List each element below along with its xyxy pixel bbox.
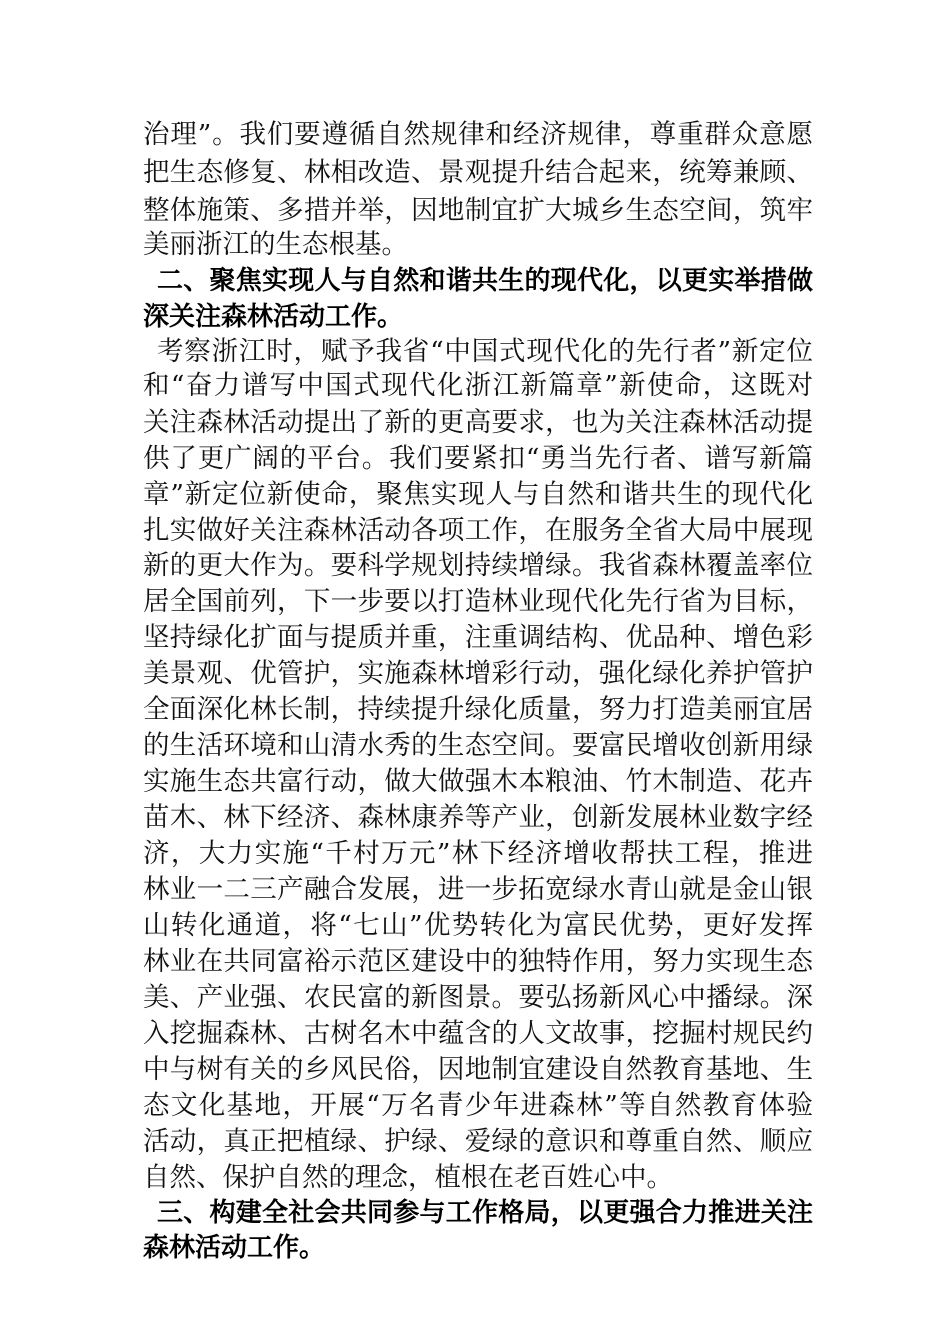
paragraph-line: 自然、保护自然的理念，植根在老百姓心中。 bbox=[143, 1162, 673, 1193]
paragraph-line: 林业在共同富裕示范区建设中的独特作用，努力实现生态 bbox=[143, 946, 813, 977]
paragraph-line: 中与树有关的乡风民俗，因地制宜建设自然教育基地、生 bbox=[143, 1054, 813, 1085]
paragraph-line: 把生态修复、林相改造、景观提升结合起来，统筹兼顾、 bbox=[143, 157, 813, 188]
paragraph-line: 居全国前列，下一步要以打造林业现代化先行省为目标， bbox=[143, 586, 813, 617]
paragraph-line: 和“奋力谱写中国式现代化浙江新篇章”新使命，这既对 bbox=[143, 370, 813, 401]
paragraph-line: 坚持绿化扩面与提质并重，注重调结构、优品种、增色彩 bbox=[143, 622, 813, 653]
section-heading-line: 二、聚焦实现人与自然和谐共生的现代化，以更实举措做 bbox=[157, 266, 813, 296]
paragraph-line: 全面深化林长制，持续提升绿化质量，努力打造美丽宜居 bbox=[143, 694, 813, 725]
paragraph-line: 考察浙江时，赋予我省“中国式现代化的先行者”新定位 bbox=[157, 336, 813, 367]
paragraph-line: 济，大力实施“千村万元”林下经济增收帮扶工程，推进 bbox=[143, 838, 813, 869]
paragraph-line: 治理”。我们要遵循自然规律和经济规律，尊重群众意愿 bbox=[143, 119, 813, 150]
paragraph-line: 章”新定位新使命，聚焦实现人与自然和谐共生的现代化 bbox=[143, 479, 813, 510]
section-heading-line: 深关注森林活动工作。 bbox=[143, 302, 404, 332]
paragraph-line: 供了更广阔的平台。我们要紧扣“勇当先行者、谱写新篇 bbox=[143, 443, 813, 474]
paragraph-line: 态文化基地，开展“万名青少年进森林”等自然教育体验 bbox=[143, 1090, 813, 1121]
paragraph-line: 山转化通道，将“七山”优势转化为富民优势，更好发挥 bbox=[143, 910, 813, 941]
paragraph-line: 苗木、林下经济、森林康养等产业，创新发展林业数字经 bbox=[143, 802, 813, 833]
paragraph-line: 的生活环境和山清水秀的生态空间。要富民增收创新用绿 bbox=[143, 730, 813, 761]
section-heading-line: 三、构建全社会共同参与工作格局，以更强合力推进关注 bbox=[157, 1198, 813, 1228]
paragraph-line: 活动，真正把植绿、护绿、爱绿的意识和尊重自然、顺应 bbox=[143, 1126, 813, 1157]
paragraph-line: 美景观、优管护，实施森林增彩行动，强化绿化养护管护 bbox=[143, 658, 813, 689]
paragraph-line: 实施生态共富行动，做大做强木本粮油、竹木制造、花卉 bbox=[143, 766, 813, 797]
paragraph-line: 新的更大作为。要科学规划持续增绿。我省森林覆盖率位 bbox=[143, 550, 813, 581]
paragraph-line: 扎实做好关注森林活动各项工作，在服务全省大局中展现 bbox=[143, 515, 813, 546]
paragraph-line: 美丽浙江的生态根基。 bbox=[143, 229, 408, 260]
paragraph-line: 林业一二三产融合发展，进一步拓宽绿水青山就是金山银 bbox=[143, 874, 813, 905]
section-heading-line: 森林活动工作。 bbox=[143, 1233, 326, 1263]
paragraph-line: 关注森林活动提出了新的更高要求，也为关注森林活动提 bbox=[143, 407, 813, 438]
paragraph-line: 入挖掘森林、古树名木中蕴含的人文故事，挖掘村规民约 bbox=[143, 1018, 813, 1049]
paragraph-line: 整体施策、多措并举，因地制宜扩大城乡生态空间，筑牢 bbox=[143, 195, 813, 226]
paragraph-line: 美、产业强、农民富的新图景。要弘扬新风心中播绿。深 bbox=[143, 982, 813, 1013]
